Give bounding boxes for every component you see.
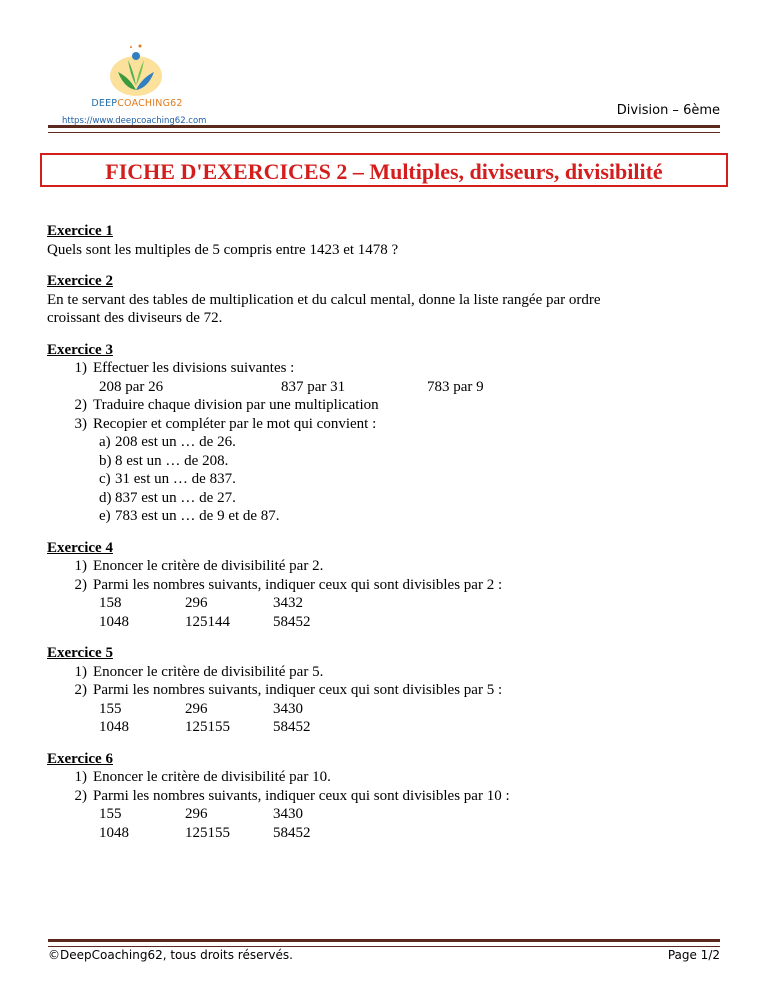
exercise-2 xyxy=(47,272,727,328)
exercise-6 xyxy=(47,750,727,843)
number-value: 1048 xyxy=(99,613,129,630)
number-value: 125155 xyxy=(185,824,230,841)
exercise-title: Exercice 4 xyxy=(47,539,113,556)
exercise-1 xyxy=(47,222,727,259)
list-item xyxy=(47,396,727,415)
number-value: 1048 xyxy=(99,719,129,735)
header-rule xyxy=(48,125,720,133)
item-number: 3) xyxy=(74,415,87,432)
brand-name: DEEPCOACHING62 xyxy=(91,98,183,109)
list-item xyxy=(47,787,727,806)
exercise-title: Exercice 3 xyxy=(47,341,113,358)
item-text: Traduire chaque division par une multiplication xyxy=(93,397,379,413)
sub-item: c) 31 est un … de 837. xyxy=(99,471,236,487)
exercise-title: Exercice 6 xyxy=(47,750,113,767)
numbers-row xyxy=(47,594,727,613)
numbers-row xyxy=(47,700,727,719)
numbers-row xyxy=(47,613,727,632)
item-number: 1) xyxy=(74,769,87,785)
item-number: 1) xyxy=(74,360,87,376)
footer-page-number: Page 1/2 xyxy=(667,948,720,962)
item-text: Enoncer le critère de divisibilité par 5. xyxy=(93,663,324,680)
list-item xyxy=(47,681,727,700)
item-number: 2) xyxy=(74,397,87,413)
title-box xyxy=(40,153,728,187)
exercises xyxy=(47,222,727,855)
page-title: FICHE D'EXERCICES 2 – Multiples, diviseurs, divisibilité xyxy=(105,159,663,184)
number-value: 158 xyxy=(99,595,122,611)
brand-logo xyxy=(62,42,222,132)
item-number: 2) xyxy=(74,787,87,804)
item-text: Effectuer les divisions suivantes : xyxy=(93,360,295,376)
exercise-4 xyxy=(47,539,727,632)
number-value: 155 xyxy=(99,806,122,822)
footer-rule xyxy=(48,939,720,947)
number-value: 58452 xyxy=(273,613,311,630)
number-value: 1048 xyxy=(99,824,129,841)
numbers-row xyxy=(47,718,727,737)
number-value: 155 xyxy=(99,700,122,717)
number-value: 296 xyxy=(185,700,208,717)
numbers-row xyxy=(47,805,727,824)
list-item xyxy=(47,557,727,576)
exercise-text: Quels sont les multiples de 5 compris entre 1423 et 1478 ? xyxy=(47,241,399,258)
exercise-3 xyxy=(47,341,727,526)
number-value: 125155 xyxy=(185,719,230,735)
item-text: Enoncer le critère de divisibilité par 10. xyxy=(93,769,331,785)
footer-copyright: ©DeepCoaching62, tous droits réservés. xyxy=(48,948,293,962)
item-text: Parmi les nombres suivants, indiquer ceux qui sont divisibles par 10 : xyxy=(93,787,510,804)
number-value: 296 xyxy=(185,595,208,611)
exercise-title: Exercice 2 xyxy=(47,273,113,289)
list-item xyxy=(47,768,727,787)
item-number: 2) xyxy=(74,682,87,698)
item-text: Recopier et compléter par le mot qui convient : xyxy=(93,415,377,432)
exercise-title: Exercice 5 xyxy=(47,645,113,661)
number-value: 296 xyxy=(185,806,208,822)
number-value: 3432 xyxy=(273,595,303,611)
exercise-text-line: En te servant des tables de multiplication et du calcul mental, donne la liste rangée par ordre xyxy=(47,291,601,308)
number-value: 58452 xyxy=(273,719,311,735)
logo-plant-icon xyxy=(104,42,168,98)
exercise-5 xyxy=(47,644,727,737)
division: 208 par 26 xyxy=(99,378,164,395)
exercise-text-line: croissant des diviseurs de 72. xyxy=(47,310,223,326)
divisions-row xyxy=(47,378,727,397)
brand-url[interactable]: https://www.deepcoaching62.com xyxy=(62,116,207,126)
list-item xyxy=(47,663,727,682)
sub-item: d) 837 est un … de 27. xyxy=(99,489,236,506)
list-item xyxy=(47,576,727,595)
item-number: 2) xyxy=(74,576,87,593)
list-item xyxy=(47,415,727,434)
division: 783 par 9 xyxy=(427,378,484,395)
exercise-title: Exercice 1 xyxy=(47,223,113,239)
number-value: 3430 xyxy=(273,700,303,717)
item-text: Parmi les nombres suivants, indiquer ceux qui sont divisibles par 2 : xyxy=(93,576,503,593)
sub-item: b) 8 est un … de 208. xyxy=(99,452,229,469)
item-number: 1) xyxy=(74,558,87,574)
header-subject-label: Division – 6ème xyxy=(616,103,720,118)
item-number: 1) xyxy=(74,663,87,680)
numbers-row xyxy=(47,824,727,843)
number-value: 125144 xyxy=(185,613,230,630)
item-text: Enoncer le critère de divisibilité par 2. xyxy=(93,558,324,574)
sub-item: e) 783 est un … de 9 et de 87. xyxy=(99,508,280,524)
list-item xyxy=(47,359,727,378)
number-value: 3430 xyxy=(273,806,303,822)
item-text: Parmi les nombres suivants, indiquer ceux qui sont divisibles par 5 : xyxy=(93,682,503,698)
division: 837 par 31 xyxy=(281,378,346,395)
number-value: 58452 xyxy=(273,824,311,841)
sub-item: a) 208 est un … de 26. xyxy=(99,434,236,450)
